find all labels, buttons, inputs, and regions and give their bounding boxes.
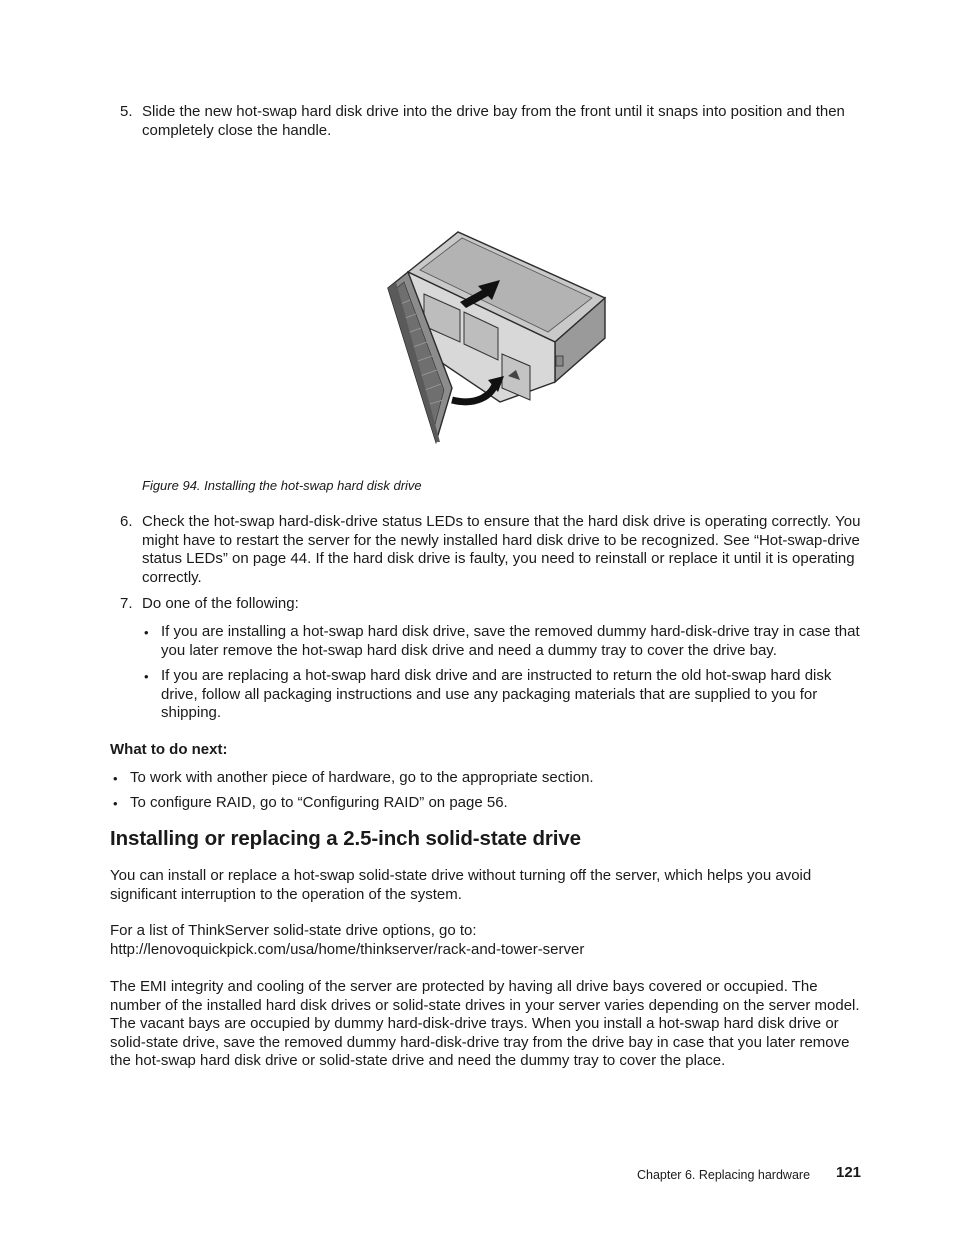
bullet-glyph: •: [113, 796, 118, 811]
step-6-number: 6.: [120, 513, 133, 530]
step-7-bullet-1: If you are installing a hot-swap hard disk drive, save the removed dummy hard-disk-drive tray in case that you later remove the hot-swap hard disk drive and need a dummy tray to cover the drive bay.: [161, 623, 860, 659]
section-heading: Installing or replacing a 2.5-inch solid-state drive: [110, 827, 581, 850]
step-7-bullet-2: If you are replacing a hot-swap hard disk drive and are instructed to return the old hot-swap hard disk drive, follow all packaging instructions and use any packaging materials that are supplied to you for shipping.: [161, 667, 832, 722]
section-paragraph-1: You can install or replace a hot-swap solid-state drive without turning off the server, which helps you avoid significant interruption to the operation of the system.: [110, 867, 812, 903]
step-5-number: 5.: [120, 103, 133, 120]
what-to-do-next-heading: What to do next:: [110, 741, 228, 758]
next-item-2: To configure RAID, go to “Configuring RAID” on page 56.: [130, 794, 508, 811]
hard-disk-drive-illustration: [380, 220, 630, 445]
page-number: 121: [836, 1164, 862, 1181]
section-paragraph-3: The EMI integrity and cooling of the server are protected by having all drive bays covered or occupied. The number of the installed hard disk drives or solid-state drives in your server varies depending on the server model. The vacant bays are occupied by dummy hard-disk-drive trays. When you install a hot-swap hard disk drive or solid-state drive, save the removed dummy hard-disk-drive tray from the drive bay in case that you later remove the hot-swap hard disk drive or solid-state drive and need the dummy tray to cover the place.: [110, 978, 860, 1070]
next-item-1: To work with another piece of hardware, go to the appropriate section.: [130, 769, 594, 786]
step-7-text: Do one of the following:: [142, 595, 299, 612]
footer-chapter: Chapter 6. Replacing hardware: [637, 1168, 811, 1182]
step-6-text: Check the hot-swap hard-disk-drive status LEDs to ensure that the hard disk drive is operating correctly. You might have to restart the server for the newly installed hard disk drive to be recognized. See “Hot-swap-drive status LEDs” on page 44. If the hard disk drive is faulty, you need to reinstall or replace it until it is operating correctly.: [142, 513, 861, 586]
figure-caption: Figure 94. Installing the hot-swap hard disk drive: [142, 478, 422, 493]
bullet-glyph: •: [144, 625, 149, 640]
step-5-text: Slide the new hot-swap hard disk drive into the drive bay from the front until it snaps into position and then completely close the handle.: [142, 103, 845, 139]
bullet-glyph: •: [144, 669, 149, 684]
options-url-link[interactable]: http://lenovoquickpick.com/usa/home/thinkserver/rack-and-tower-server: [110, 941, 585, 958]
section-paragraph-2-line: For a list of ThinkServer solid-state drive options, go to:: [110, 922, 477, 939]
bullet-glyph: •: [113, 771, 118, 786]
step-7-number: 7.: [120, 595, 133, 612]
